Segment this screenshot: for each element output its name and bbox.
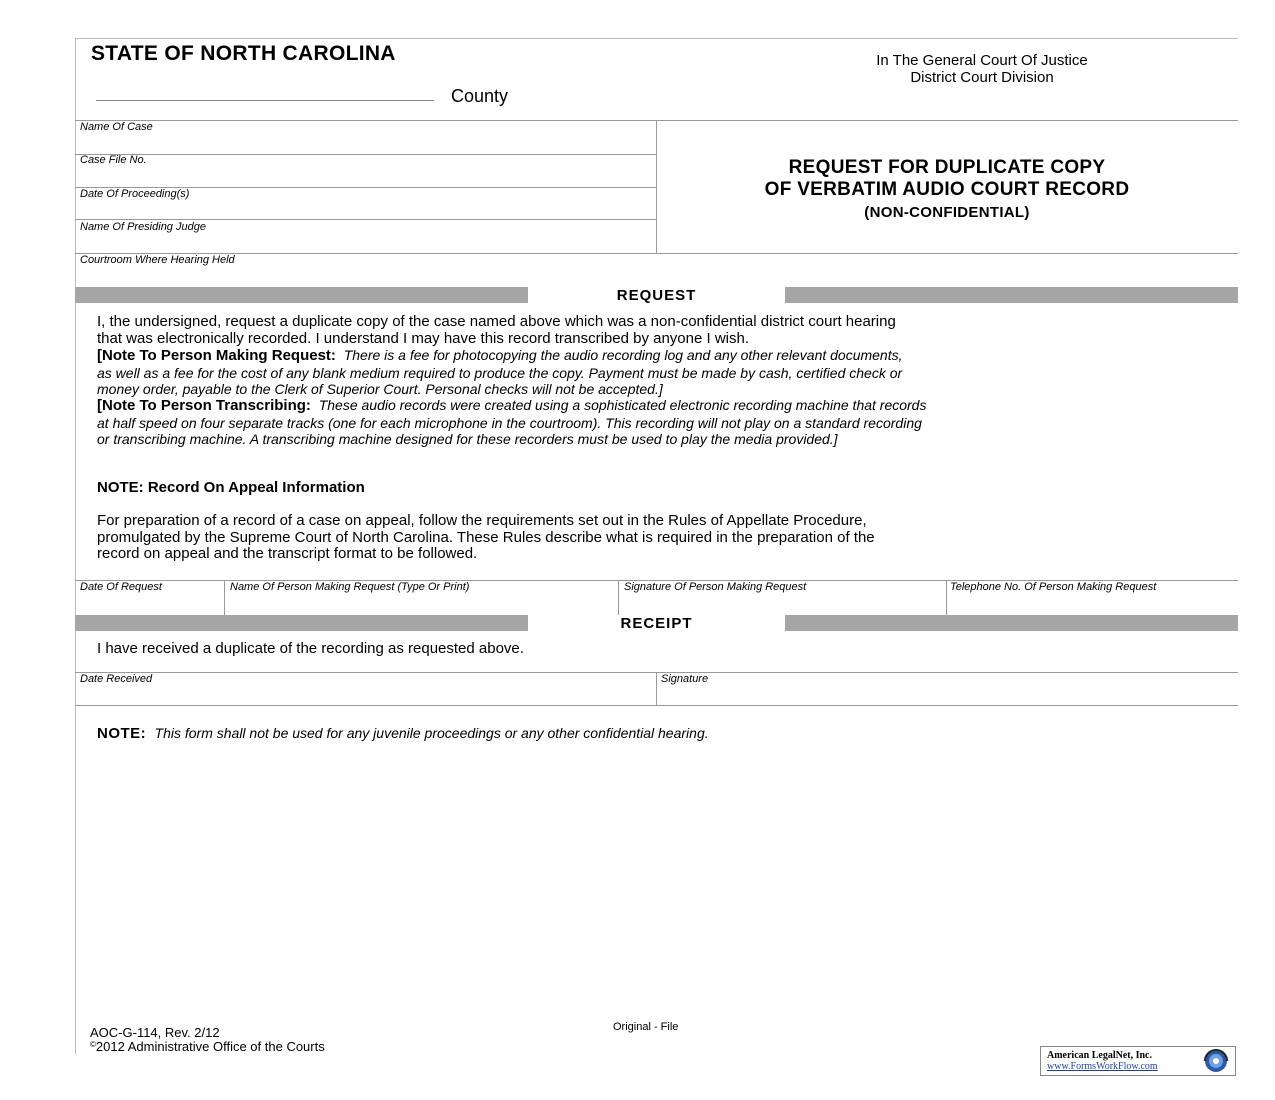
court-line-1: In The General Court Of Justice: [876, 52, 1088, 69]
receipt-text: I have received a duplicate of the recording as requested above.: [97, 640, 524, 657]
courtroom-field[interactable]: Courtroom Where Hearing Held: [80, 254, 235, 266]
copy-designation: Original - File: [613, 1021, 679, 1033]
court-line-2: District Court Division: [910, 69, 1054, 86]
receipt-heading: RECEIPT: [527, 615, 786, 631]
appeal-note-text: For preparation of a record of a case on appeal, follow the requirements set out in the Rules of Appellate Procedure, promulgated by the Supreme Court of North Carolina. These Rules describe what is required in the preparation of the record on appeal and the transcript format to be followed.: [97, 512, 875, 562]
vendor-logo-icon: [1199, 1048, 1233, 1074]
appeal-note-heading: NOTE: Record On Appeal Information: [97, 479, 365, 496]
note-requester: [Note To Person Making Request: There is a fee for photocopying the audio recording log and any other relevant documents, as well as a fee for the cost of any blank medium required to produce the copy. Payment must be made by cash, certified check or money order, payable to the Clerk of Superior Court. Personal checks will not be accepted.]: [97, 347, 903, 397]
request-section-bar: [75, 287, 1238, 303]
request-heading: REQUEST: [527, 287, 786, 303]
top-border: [75, 38, 1238, 39]
form-title-line-3: (NON-CONFIDENTIAL): [864, 204, 1030, 221]
form-title-line-1: REQUEST FOR DUPLICATE COPY: [788, 157, 1106, 178]
form-number: AOC-G-114, Rev. 2/12: [90, 1025, 220, 1040]
form-title-line-2: OF VERBATIM AUDIO COURT RECORD: [764, 179, 1130, 200]
copyright-line: ©2012 Administrative Office of the Courts: [90, 1039, 325, 1054]
state-title: STATE OF NORTH CAROLINA: [91, 42, 396, 65]
request-intro: I, the undersigned, request a duplicate copy of the case named above which was a non-confidential district court hearing that was electronically recorded. I understand I may have this record transcribed by anyone I wish.: [97, 313, 896, 347]
receipt-signature-field[interactable]: Signature: [661, 673, 709, 685]
vendor-badge[interactable]: [1040, 1046, 1236, 1076]
date-of-request-field[interactable]: Date Of Request: [80, 581, 162, 593]
county-line: [96, 100, 434, 101]
copyright-icon: ©: [90, 1040, 96, 1049]
final-note: NOTE: This form shall not be used for any juvenile proceedings or any other confidential hearing.: [97, 725, 709, 742]
note-transcriber: [Note To Person Transcribing: These audio records were created using a sophisticated electronic recording machine that records at half speed on four separate tracks (one for each microphone in the courtroom). This recording will not play on a standard recording or transcribing machine. A transcribing machine designed for these recorders must be used to play the media provided.]: [97, 397, 927, 447]
requester-phone-field[interactable]: Telephone No. Of Person Making Request: [950, 581, 1157, 593]
vendor-name: American LegalNet, Inc.: [1047, 1050, 1152, 1061]
requester-signature-field[interactable]: Signature Of Person Making Request: [624, 581, 807, 593]
date-received-field[interactable]: Date Received: [80, 673, 153, 685]
vendor-url[interactable]: www.FormsWorkFlow.com: [1047, 1061, 1158, 1072]
requester-name-field[interactable]: Name Of Person Making Request (Type Or Print): [230, 581, 470, 593]
left-border: [75, 38, 76, 1054]
case-name-field[interactable]: Name Of Case: [80, 121, 153, 133]
case-file-no-field[interactable]: Case File No.: [80, 154, 147, 166]
receipt-section-bar: [75, 615, 1238, 631]
county-label: County: [451, 86, 509, 106]
date-of-proceeding-field[interactable]: Date Of Proceeding(s): [80, 188, 190, 200]
presiding-judge-field[interactable]: Name Of Presiding Judge: [80, 221, 206, 233]
